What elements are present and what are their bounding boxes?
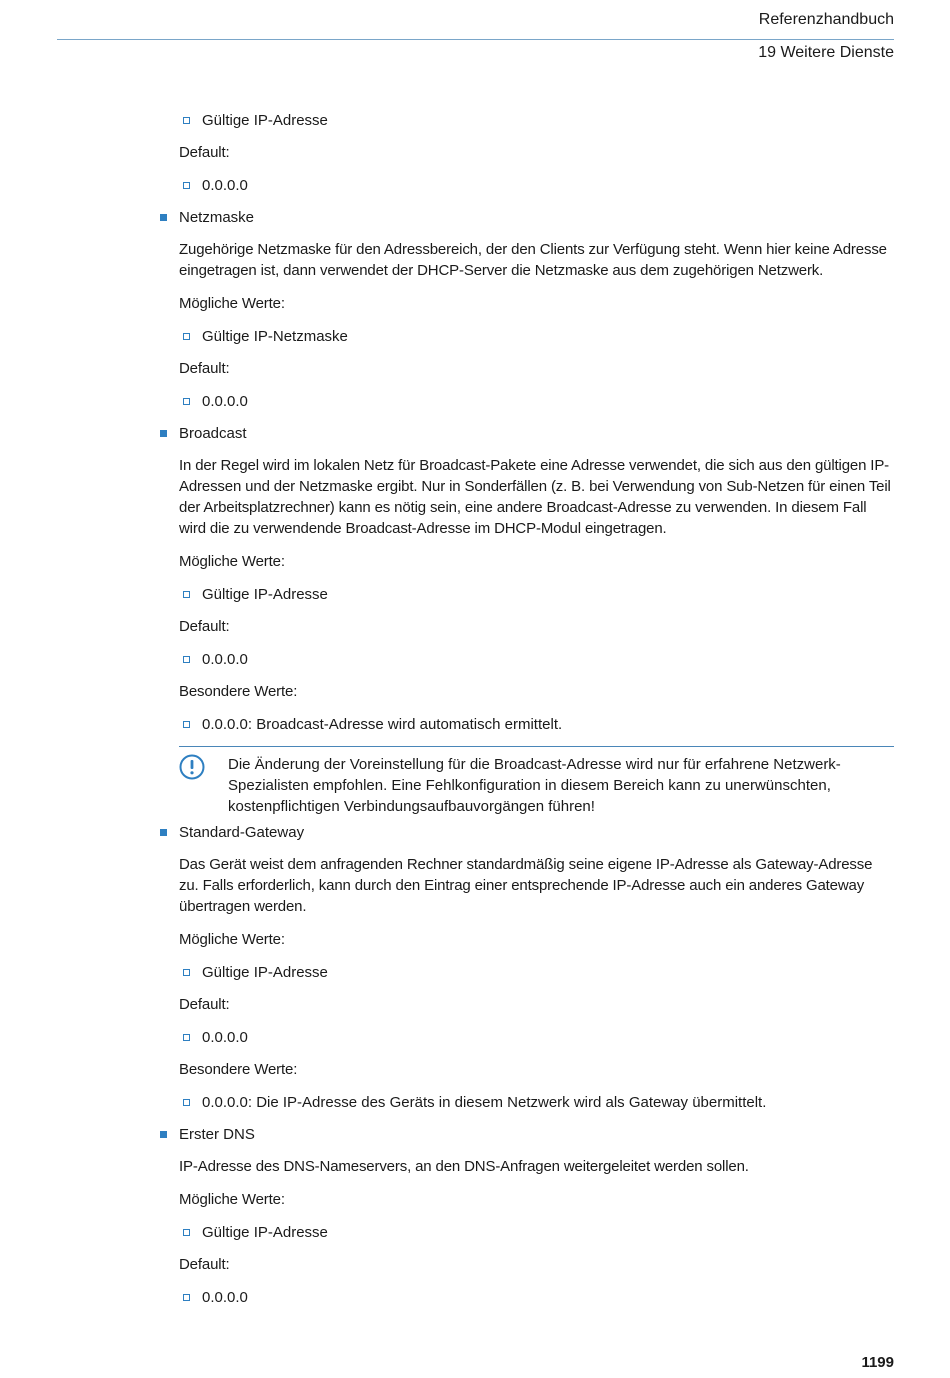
default-label: Default:: [179, 360, 230, 377]
hollow-bullet-icon: [183, 398, 190, 405]
page-number: 1199: [861, 1354, 894, 1371]
special-values-label: Besondere Werte:: [179, 1061, 298, 1078]
note-text: Die Änderung der Voreinstellung für die Broadcast-Adresse wird nur für erfahrene Netzwerk-Spezialisten empfohlen. Eine Fehlkonfiguration in diesem Bereich kann zu unerwünschten, kostenpflichtigen Verbindungsaufbauvorgängen führen!: [228, 756, 841, 815]
hollow-bullet-icon: [183, 333, 190, 340]
section-description: Zugehörige Netzmaske für den Adressbereich, der den Clients zur Verfügung steht. Wenn hier keine Adresse eingetragen ist, dann verwendet der DHCP-Server die Netzmaske aus dem zugehörigen Netzwerk.: [179, 241, 887, 279]
hollow-bullet-icon: [183, 591, 190, 598]
section-erster-dns: [160, 1124, 894, 1145]
hollow-bullet-icon: [183, 969, 190, 976]
section-broadcast: [160, 423, 894, 444]
document-title: Referenzhandbuch: [758, 11, 894, 28]
chapter-title: 19 Weitere Dienste: [758, 44, 894, 61]
default-value: 0.0.0.0: [179, 1027, 894, 1048]
square-bullet-icon: [160, 430, 167, 437]
value-item: Gültige IP-Adresse: [179, 1222, 894, 1243]
section-title: Netzmaske: [179, 209, 255, 226]
special-value: 0.0.0.0: Broadcast-Adresse wird automatisch ermittelt.: [179, 714, 894, 735]
section-description: IP-Adresse des DNS-Nameservers, an den DNS-Anfragen weitergeleitet werden sollen.: [179, 1158, 749, 1175]
section-description: In der Regel wird im lokalen Netz für Broadcast-Pakete eine Adresse verwendet, die sich aus den gültigen IP-Adressen und der Netzmaske ergibt. Nur in Sonderfällen (z. B. bei Verwendung von Sub-Netzen für einen Teil der Arbeitsplatzrechner) kann es nötig sein, eine andere Broadcast-Adresse zu verwenden. In diesem Fall wird die zu verwendende Broadcast-Adresse im DHCP-Modul eingetragen.: [179, 457, 891, 537]
special-value: 0.0.0.0: Die IP-Adresse des Geräts in diesem Netzwerk wird als Gateway übermittelt.: [179, 1092, 894, 1113]
header-divider: [57, 39, 894, 40]
default-label: Default:: [179, 996, 230, 1013]
default-label: Default:: [179, 144, 230, 161]
default-label: Default:: [179, 618, 230, 635]
section-title: Standard-Gateway: [179, 824, 305, 841]
hollow-bullet-icon: [183, 117, 190, 124]
section-netzmaske: [160, 207, 894, 228]
value-item: Gültige IP-Netzmaske: [179, 326, 894, 347]
default-value: 0.0.0.0: [179, 1287, 894, 1308]
default-value: 0.0.0.0: [179, 391, 894, 412]
possible-values-label: Mögliche Werte:: [179, 295, 285, 312]
section-description: Das Gerät weist dem anfragenden Rechner standardmäßig seine eigene IP-Adresse als Gateway-Adresse zu. Falls erforderlich, kann durch den Eintrag einer entsprechende IP-Adresse auch ein anderes Gateway übertragen werden.: [179, 856, 873, 915]
default-value: 0.0.0.0: [179, 649, 894, 670]
hollow-bullet-icon: [183, 721, 190, 728]
possible-values-label: Mögliche Werte:: [179, 1191, 285, 1208]
value-item: Gültige IP-Adresse: [179, 584, 894, 605]
section-title: Broadcast: [179, 425, 247, 442]
hollow-bullet-icon: [183, 656, 190, 663]
section-title: Erster DNS: [179, 1126, 255, 1143]
default-label: Default:: [179, 1256, 230, 1273]
main-content: [160, 110, 894, 1319]
hollow-bullet-icon: [183, 1034, 190, 1041]
hollow-bullet-icon: [183, 1294, 190, 1301]
possible-values-label: Mögliche Werte:: [179, 931, 285, 948]
note-box: [179, 746, 894, 817]
warning-exclamation-icon: [179, 754, 205, 780]
default-value: 0.0.0.0: [179, 175, 894, 196]
square-bullet-icon: [160, 829, 167, 836]
possible-values-label: Mögliche Werte:: [179, 553, 285, 570]
section-standard-gateway: [160, 822, 894, 843]
value-item: Gültige IP-Adresse: [179, 962, 894, 983]
square-bullet-icon: [160, 214, 167, 221]
special-values-label: Besondere Werte:: [179, 683, 298, 700]
hollow-bullet-icon: [183, 182, 190, 189]
hollow-bullet-icon: [183, 1099, 190, 1106]
hollow-bullet-icon: [183, 1229, 190, 1236]
value-item: Gültige IP-Adresse: [179, 110, 894, 131]
square-bullet-icon: [160, 1131, 167, 1138]
